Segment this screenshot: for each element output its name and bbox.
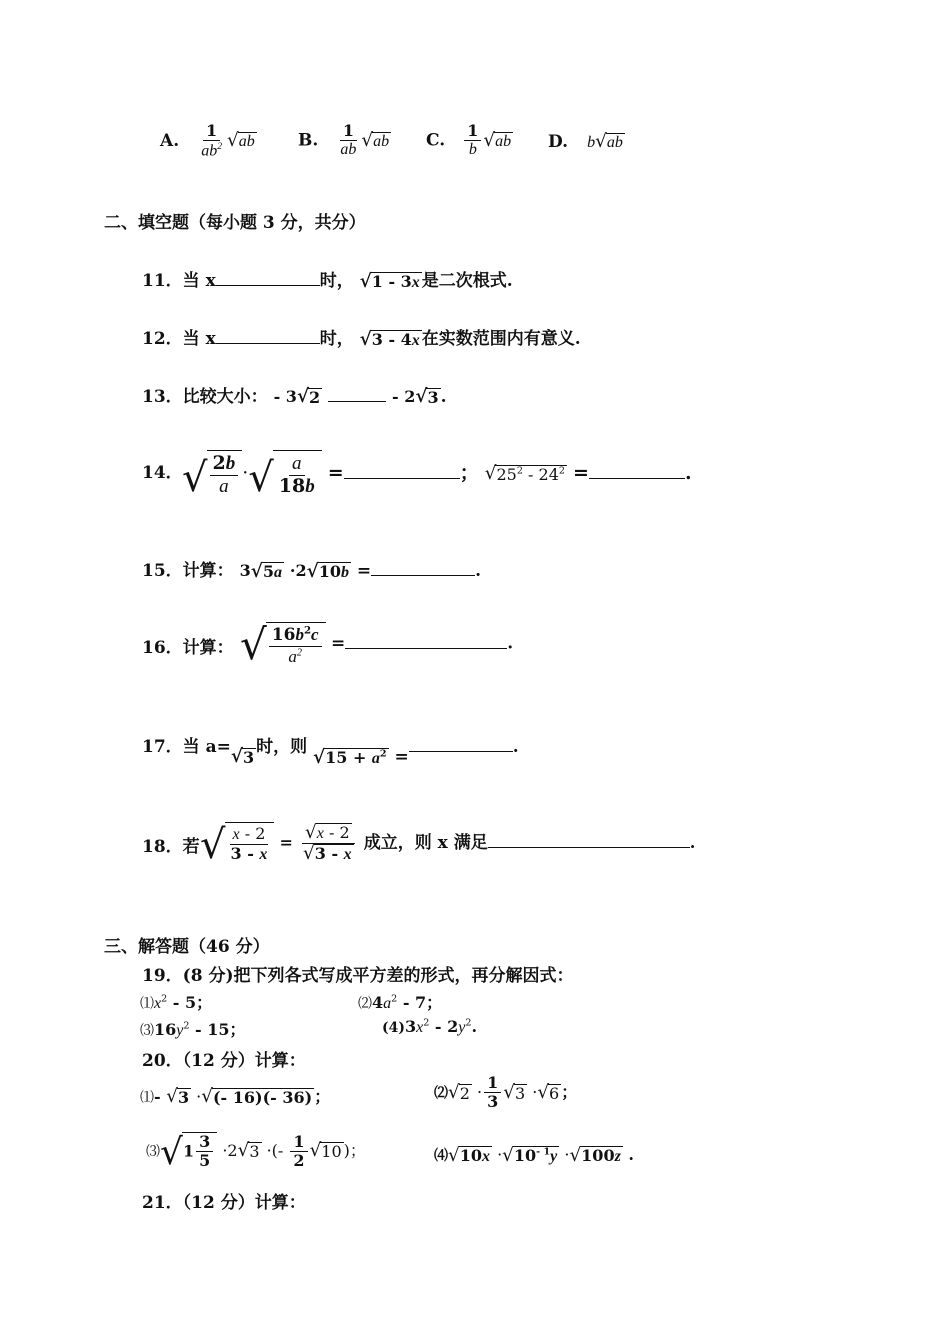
question-11 — [142, 266, 513, 291]
sqrt-expr: √ ab — [595, 131, 623, 153]
sqrt-expr: √ $\frac{a}{18b}$ — [248, 450, 321, 498]
choice-label: D. — [548, 132, 569, 152]
choice-label: C. — [426, 130, 446, 151]
math-expr: b — [587, 134, 596, 151]
sqrt-expr: √ 3 - 4x — [359, 328, 420, 350]
q19-part-4: $(4)3x^2 - 2y^2$. — [382, 1017, 478, 1036]
section-2-title: 二、填空题（每小题 3 分，共分） — [104, 213, 366, 233]
section-3-title: 三、解答题（46 分） — [104, 937, 270, 957]
sqrt-expr: √ $15 + a^2$ — [313, 746, 387, 768]
sqrt-expr: √ ab — [361, 129, 390, 151]
fraction: $\frac{1}{ab}$ — [340, 121, 357, 159]
question-text: 当 a= — [182, 737, 231, 757]
question-text: 当 x — [182, 329, 216, 349]
answer-blank[interactable] — [216, 268, 320, 286]
question-13: 13．比较大小： - 3 √ 2 - 2 √ 3 . — [142, 382, 447, 407]
question-number: 17． — [142, 737, 183, 757]
sqrt-expr: √ (- 16)(- 36) — [201, 1086, 313, 1108]
sqrt-expr: √ 3 — [237, 1140, 260, 1162]
answer-blank[interactable] — [409, 734, 513, 752]
fraction: $\frac{3}{5}$ — [196, 1133, 213, 1171]
question-19 — [142, 961, 574, 986]
question-number: 13． — [142, 387, 183, 407]
question-number: 15． — [142, 561, 183, 581]
question-text: 成立，则 x 满足 — [363, 832, 488, 853]
question-text: 比较大小： — [182, 387, 268, 407]
sqrt-expr: √ 5a — [250, 560, 282, 582]
question-15: 15．计算： 3 √ 5a ·2 √ 10b = . — [142, 556, 481, 581]
answer-blank[interactable] — [371, 558, 475, 576]
question-14-number: 14． — [142, 463, 183, 483]
choice-label: A. — [160, 131, 180, 152]
question-text: 时， — [319, 271, 354, 291]
sqrt-expr: √ $25^2 - 24^2$ — [484, 462, 565, 484]
question-text: (8 分)把下列各式写成平方差的形式，再分解因式： — [182, 966, 574, 986]
q19-part-1: $⑴x^2 - 5$； — [140, 993, 213, 1012]
choice-c — [426, 122, 513, 160]
sqrt-expr: √ 1 $\frac{3}{5}$ — [160, 1132, 217, 1171]
question-text: 当 x — [182, 271, 216, 291]
q19-part-3: $⑶16y^2 - 15$； — [140, 1020, 246, 1039]
sqrt-expr: √ 1 - 3x — [359, 270, 420, 292]
answer-blank[interactable] — [328, 384, 386, 402]
sqrt-expr: √ 3 — [415, 386, 439, 408]
math-expr: - 2 — [392, 387, 416, 406]
question-14-expr: √ $\frac{2b}{a}$ · √ $\frac{a}{18b}$ = ； √ $25^2 - 24^2$ = . — [182, 452, 692, 501]
sqrt-expr: √ 2 — [448, 1081, 470, 1103]
sqrt-expr: √ $\frac{16b^2c}{a^2}$ — [240, 622, 326, 666]
sqrt-expr: √ 10 — [309, 1140, 342, 1162]
question-16-expr: √ $\frac{16b^2c}{a^2}$ = . — [240, 620, 514, 670]
q20-part-3: ⑶ √ 1 $\frac{3}{5}$ ·2 √ 3 ·(- $\frac{1}{2}$ √ 10 )； — [146, 1131, 366, 1173]
fraction: $\frac{x - 2}{3 - x}$ — [230, 824, 268, 864]
sqrt-expr: √ 6 — [537, 1081, 560, 1103]
question-text: 时， — [319, 329, 354, 349]
fraction: √ x - 2 √ 3 - x — [300, 823, 357, 863]
fraction: $\frac{1}{2}$ — [290, 1133, 307, 1171]
answer-blank[interactable] — [344, 461, 460, 479]
question-18-expr: √ $\frac{x - 2}{3 - x}$ = √ x - 2 √ 3 - x 成立，则 x 满足 . — [200, 821, 696, 868]
fraction: $\frac{1}{ab^2}$ — [201, 121, 222, 160]
math-expr: 3 — [239, 561, 251, 580]
question-number: 19． — [142, 966, 183, 986]
sqrt-expr: √ 3 — [503, 1081, 526, 1103]
fraction: $\frac{a}{18b}$ — [278, 453, 315, 497]
question-18-label — [142, 832, 200, 857]
question-17: 17．当 a= √ 3 时，则 √ $15 + a^2$ = . — [142, 732, 519, 757]
question-number: 12． — [142, 329, 183, 349]
math-expr: - 3 — [273, 387, 297, 406]
question-text: 是二次根式. — [421, 271, 513, 291]
question-text: （12 分）计算： — [182, 1051, 306, 1071]
sqrt-expr: √ $\frac{2b}{a}$ — [182, 450, 242, 498]
sqrt-expr: √ 2 — [296, 386, 321, 408]
question-number: 18． — [142, 837, 183, 857]
choice-label: B. — [298, 130, 319, 151]
question-number: 11． — [142, 271, 183, 291]
sqrt-expr: √ 10x — [448, 1144, 490, 1166]
choice-b — [298, 122, 391, 160]
sqrt-expr: √ 3 — [230, 746, 255, 768]
question-number: 20． — [142, 1051, 183, 1071]
answer-blank[interactable] — [345, 631, 507, 649]
sqrt-expr: √ 100z — [569, 1144, 621, 1166]
question-number: 21． — [142, 1193, 183, 1213]
answer-blank[interactable] — [589, 461, 685, 479]
question-text: 在实数范围内有意义. — [421, 329, 581, 349]
fraction: $\frac{16b^2c}{a^2}$ — [269, 625, 322, 666]
sqrt-expr: √ ab — [227, 130, 255, 152]
fraction: $\frac{1}{b}$ — [464, 122, 481, 160]
question-text: （12 分）计算： — [182, 1193, 306, 1213]
q20-part-4: ⑷ √ 10x · √ $10^{- 1}y$ · √ 100z . — [434, 1144, 634, 1166]
choice-a — [160, 122, 257, 161]
question-20 — [142, 1046, 306, 1071]
answer-blank[interactable] — [216, 326, 320, 344]
sqrt-expr: √ 3 — [166, 1086, 190, 1108]
fraction: $\frac{1}{3}$ — [484, 1074, 501, 1112]
sqrt-expr: √ 10b — [306, 560, 349, 582]
question-16-label — [142, 633, 234, 658]
answer-blank[interactable] — [488, 830, 690, 848]
question-12 — [142, 324, 581, 349]
q19-part-2: $⑵4a^2 - 7$； — [358, 993, 443, 1012]
question-text: 计算： — [182, 561, 234, 581]
choice-d — [548, 132, 625, 152]
sqrt-expr: √ $10^{- 1}y$ — [502, 1144, 558, 1166]
question-text: 计算： — [182, 638, 234, 658]
question-number: 16． — [142, 638, 183, 658]
question-21 — [142, 1188, 306, 1213]
question-text: 时，则 — [256, 737, 308, 757]
sqrt-expr: √ $\frac{x - 2}{3 - x}$ — [200, 822, 274, 865]
sqrt-expr: √ ab — [483, 129, 512, 151]
fraction: $\frac{2b}{a}$ — [210, 453, 239, 498]
q20-part-2: ⑵ √ 2 · $\frac{1}{3}$ √ 3 · √ 6 ； — [434, 1073, 578, 1112]
question-text: 若 — [182, 837, 200, 857]
q20-part-1: ⑴- √ 3 · √ (- 16)(- 36) ； — [140, 1086, 331, 1108]
